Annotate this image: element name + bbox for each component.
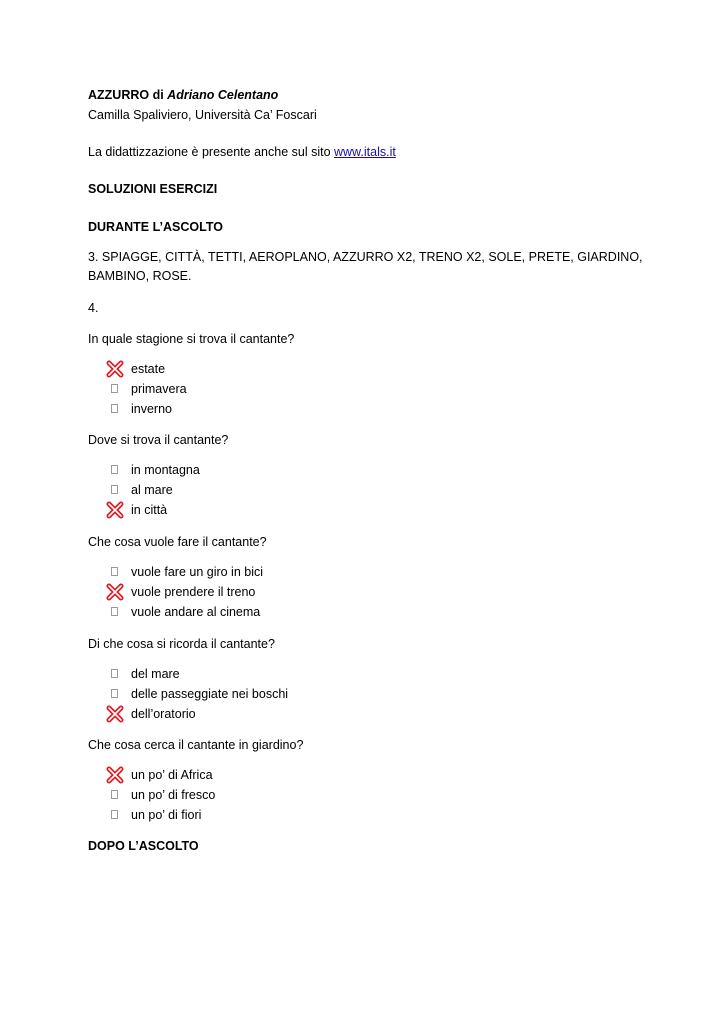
checkbox-square: [111, 384, 118, 393]
section-solutions: SOLUZIONI ESERCIZI: [88, 182, 218, 196]
empty-checkbox-icon: [106, 665, 124, 683]
empty-checkbox-icon: [106, 380, 124, 398]
empty-checkbox-icon: [106, 685, 124, 703]
empty-checkbox-icon: [106, 481, 124, 499]
red-x-cross-icon: [106, 360, 124, 378]
checkbox-square: [111, 810, 118, 819]
checkbox-square: [111, 567, 118, 576]
empty-checkbox-icon: [106, 786, 124, 804]
answer-option-label: delle passeggiate nei boschi: [131, 687, 289, 701]
question-text: Dove si trova il cantante?: [88, 433, 229, 447]
question-text: In quale stagione si trova il cantante?: [88, 332, 295, 346]
question-text: Che cosa vuole fare il cantante?: [88, 535, 267, 549]
answer-option-label: vuole andare al cinema: [131, 605, 261, 619]
answer-option-label: del mare: [131, 667, 180, 681]
red-x-cross-icon: [106, 766, 124, 784]
answer-option-label: vuole fare un giro in bici: [131, 565, 264, 579]
title-prefix: AZZURRO di: [88, 88, 168, 102]
byline: Camilla Spaliviero, Università Ca’ Foscari: [88, 108, 317, 122]
red-x-cross-icon: [106, 501, 124, 519]
checkbox-square: [111, 485, 118, 494]
answer-option-label: inverno: [131, 402, 172, 416]
answer-option-label: al mare: [131, 483, 173, 497]
checkbox-square: [111, 689, 118, 698]
answer-option-label: in città: [131, 503, 168, 517]
empty-checkbox-icon: [106, 461, 124, 479]
red-x-cross-icon: [106, 583, 124, 601]
answer-option-label: dell’oratorio: [131, 707, 196, 721]
checkbox-square: [111, 607, 118, 616]
exercise-3-answer: 3. SPIAGGE, CITTÀ, TETTI, AEROPLANO, AZZURRO X2, TRENO X2, SOLE, PRETE, GIARDINO, BAMBINO, ROSE.: [88, 250, 643, 283]
question-text: Di che cosa si ricorda il cantante?: [88, 637, 275, 651]
answer-option-label: in montagna: [131, 463, 200, 477]
empty-checkbox-icon: [106, 603, 124, 621]
answer-option-label: un po’ di fresco: [131, 788, 216, 802]
itals-link[interactable]: www.itals.it: [334, 145, 396, 159]
answer-option-label: un po’ di fiori: [131, 808, 202, 822]
section-during: DURANTE L’ASCOLTO: [88, 220, 223, 234]
empty-checkbox-icon: [106, 400, 124, 418]
empty-checkbox-icon: [106, 806, 124, 824]
red-x-cross-icon: [106, 705, 124, 723]
checkbox-square: [111, 465, 118, 474]
checkbox-square: [111, 669, 118, 678]
question-text: Che cosa cerca il cantante in giardino?: [88, 738, 304, 752]
title-author: Adriano Celentano: [167, 88, 279, 102]
intro-text: La didattizzazione è presente anche sul sito: [88, 145, 334, 159]
exercise-4-label: 4.: [88, 301, 99, 315]
empty-checkbox-icon: [106, 563, 124, 581]
document-title: [88, 87, 278, 103]
answer-option-label: vuole prendere il treno: [131, 585, 256, 599]
intro-line: [88, 144, 396, 160]
checkbox-square: [111, 404, 118, 413]
answer-option-label: un po’ di Africa: [131, 768, 213, 782]
answer-option-label: estate: [131, 362, 166, 376]
answer-option-label: primavera: [131, 382, 187, 396]
checkbox-square: [111, 790, 118, 799]
section-after: DOPO L’ASCOLTO: [88, 839, 199, 853]
